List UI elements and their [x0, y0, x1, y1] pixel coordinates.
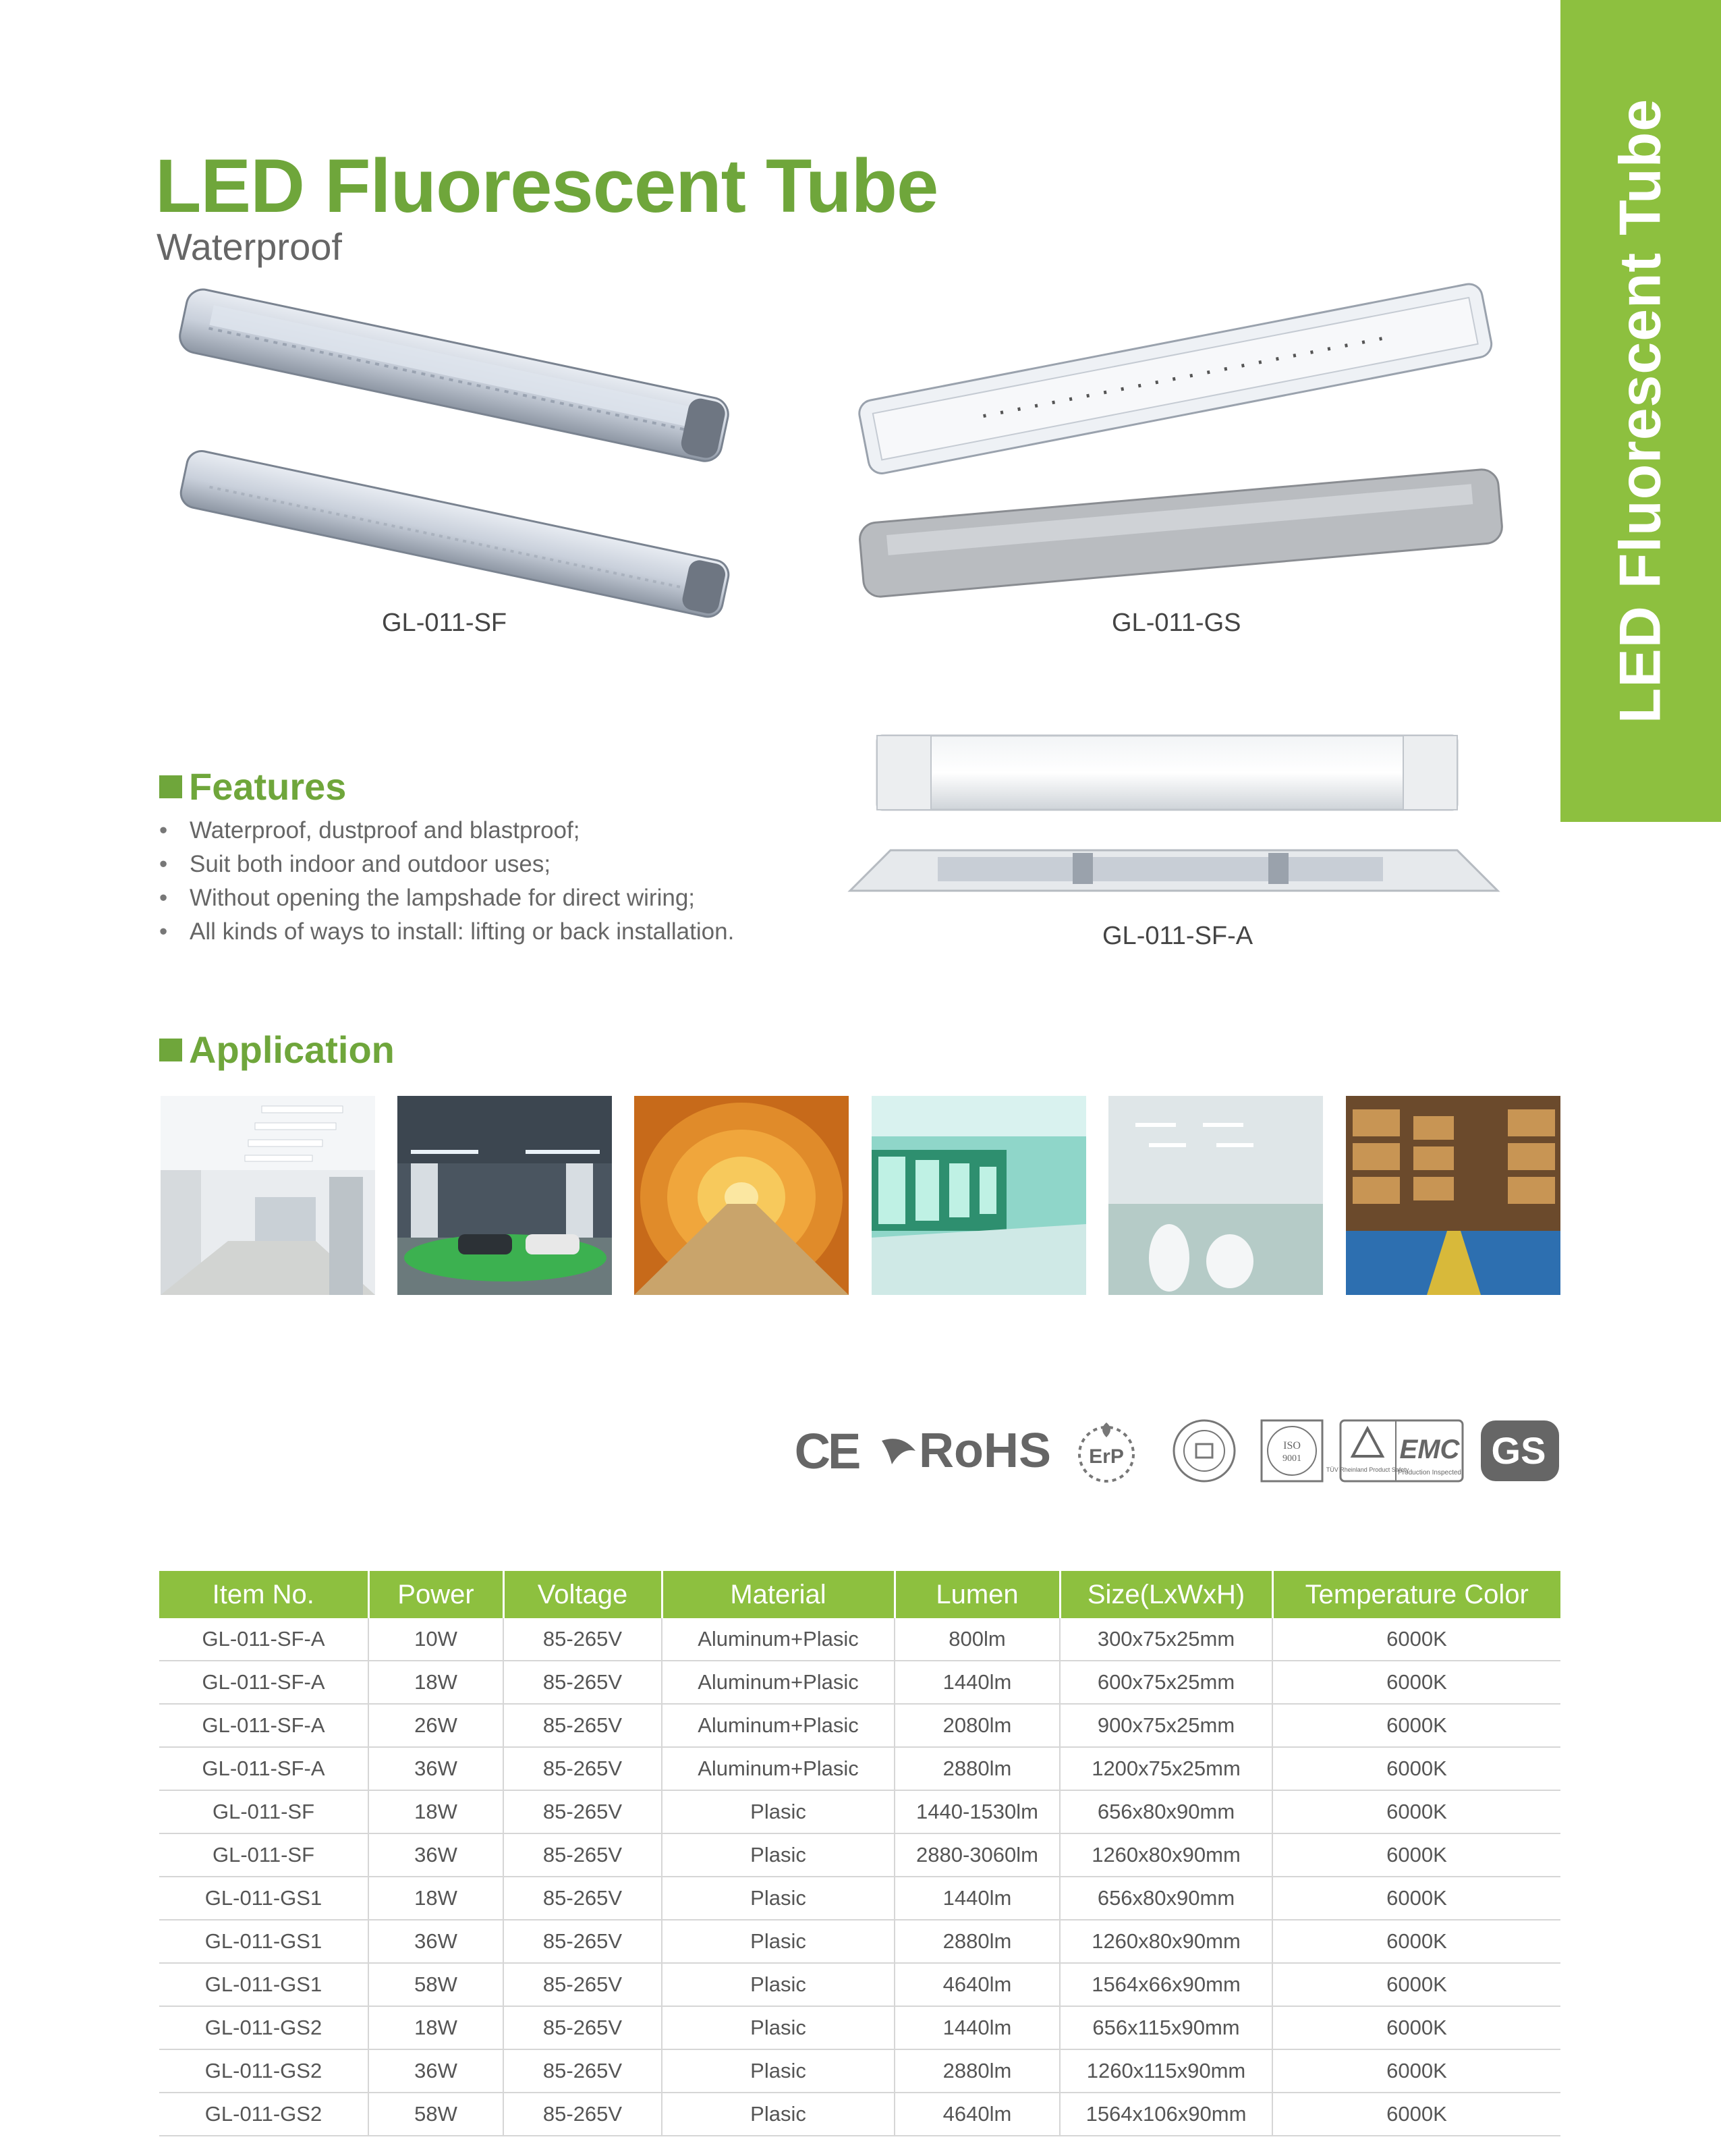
cell-material: Plasic	[662, 2006, 895, 2049]
table-header-row	[159, 1571, 1560, 1618]
application-image-parking	[397, 1096, 612, 1295]
cell-size: 1260x115x90mm	[1060, 2049, 1272, 2093]
cell-voltage: 85-265V	[503, 1790, 662, 1833]
table-row	[159, 1618, 1560, 1661]
cell-material: Aluminum+Plasic	[662, 1618, 895, 1661]
column-header-power: Power	[368, 1571, 503, 1618]
table-row	[159, 1963, 1560, 2006]
column-header-voltage: Voltage	[503, 1571, 662, 1618]
cell-material: Plasic	[662, 1877, 895, 1920]
feature-item: • Suit both indoor and outdoor uses;	[159, 848, 734, 881]
page-title: LED Fluorescent Tube	[155, 144, 938, 228]
side-tab-label: LED Fluorescent Tube	[1608, 98, 1673, 724]
svg-text:GS: GS	[1491, 1429, 1546, 1472]
cell-power: 36W	[368, 1747, 503, 1790]
spec-table	[159, 1571, 1560, 2136]
product-image-gl-011-sf	[159, 317, 753, 641]
svg-text:ISO: ISO	[1283, 1440, 1301, 1452]
iso-9001-icon	[1258, 1417, 1326, 1485]
cell-power: 58W	[368, 2093, 503, 2136]
features-heading-label: Features	[189, 765, 347, 808]
cell-power: 36W	[368, 1833, 503, 1877]
svg-text:Production Inspected: Production Inspected	[1398, 1469, 1461, 1476]
cell-temperature-color: 6000K	[1272, 1790, 1560, 1833]
cell-power: 18W	[368, 1661, 503, 1704]
cell-material: Plasic	[662, 1833, 895, 1877]
cell-lumen: 2880lm	[895, 1747, 1060, 1790]
svg-text:TÜV Rheinland Product Safety: TÜV Rheinland Product Safety	[1326, 1466, 1409, 1473]
cell-power: 26W	[368, 1704, 503, 1747]
square-bullet-icon	[159, 1039, 182, 1061]
table-row	[159, 1747, 1560, 1790]
cell-temperature-color: 6000K	[1272, 1661, 1560, 1704]
cell-size: 1260x80x90mm	[1060, 1920, 1272, 1963]
table-row	[159, 1704, 1560, 1747]
application-image-tunnel	[634, 1096, 849, 1295]
cell-temperature-color: 6000K	[1272, 1833, 1560, 1877]
cell-voltage: 85-265V	[503, 1661, 662, 1704]
quality-seal-icon	[1167, 1417, 1241, 1485]
cell-lumen: 2080lm	[895, 1704, 1060, 1747]
cell-temperature-color: 6000K	[1272, 1618, 1560, 1661]
application-heading-label: Application	[189, 1028, 395, 1071]
cell-material: Aluminum+Plasic	[662, 1661, 895, 1704]
cell-power: 58W	[368, 1963, 503, 2006]
application-image-subway	[872, 1096, 1086, 1295]
cell-temperature-color: 6000K	[1272, 2006, 1560, 2049]
cell-size: 656x80x90mm	[1060, 1877, 1272, 1920]
cell-item-no: GL-011-GS2	[159, 2093, 368, 2136]
cell-material: Plasic	[662, 2049, 895, 2093]
cell-item-no: GL-011-SF	[159, 1790, 368, 1833]
cell-voltage: 85-265V	[503, 1963, 662, 2006]
erp-mark-icon	[1069, 1417, 1144, 1485]
cell-size: 1564x66x90mm	[1060, 1963, 1272, 2006]
table-row	[159, 1833, 1560, 1877]
product-label-gl-011-sf-a: GL-011-SF-A	[1102, 922, 1253, 950]
features-heading	[159, 765, 347, 808]
cell-size: 600x75x25mm	[1060, 1661, 1272, 1704]
table-row	[159, 1920, 1560, 1963]
cell-voltage: 85-265V	[503, 1920, 662, 1963]
cell-size: 1200x75x25mm	[1060, 1747, 1272, 1790]
cell-size: 300x75x25mm	[1060, 1618, 1272, 1661]
cell-power: 18W	[368, 2006, 503, 2049]
cell-item-no: GL-011-SF-A	[159, 1618, 368, 1661]
column-header-item-no: Item No.	[159, 1571, 368, 1618]
table-row	[159, 2049, 1560, 2093]
cell-item-no: GL-011-SF-A	[159, 1704, 368, 1747]
column-header-temperature-color: Temperature Color	[1272, 1571, 1560, 1618]
ce-mark-icon: CE	[794, 1422, 859, 1479]
cell-lumen: 1440lm	[895, 1877, 1060, 1920]
cell-material: Plasic	[662, 1790, 895, 1833]
cell-material: Plasic	[662, 1920, 895, 1963]
cell-temperature-color: 6000K	[1272, 1963, 1560, 2006]
application-heading	[159, 1028, 395, 1071]
cell-power: 18W	[368, 1877, 503, 1920]
column-header-size: Size(LxWxH)	[1060, 1571, 1272, 1618]
cell-size: 900x75x25mm	[1060, 1704, 1272, 1747]
cell-voltage: 85-265V	[503, 1833, 662, 1877]
cell-lumen: 2880lm	[895, 1920, 1060, 1963]
cell-voltage: 85-265V	[503, 1618, 662, 1661]
cell-voltage: 85-265V	[503, 1877, 662, 1920]
cell-material: Plasic	[662, 2093, 895, 2136]
cell-item-no: GL-011-SF	[159, 1833, 368, 1877]
cell-temperature-color: 6000K	[1272, 1920, 1560, 1963]
product-label-gl-011-gs: GL-011-GS	[1112, 609, 1241, 637]
table-row	[159, 1661, 1560, 1704]
cell-material: Aluminum+Plasic	[662, 1747, 895, 1790]
product-image-gl-011-gs	[847, 294, 1515, 604]
svg-text:ErP: ErP	[1089, 1445, 1124, 1468]
cell-lumen: 1440lm	[895, 2006, 1060, 2049]
feature-item: • All kinds of ways to install: lifting or back installation.	[159, 915, 734, 949]
cell-item-no: GL-011-GS1	[159, 1877, 368, 1920]
svg-text:EMC: EMC	[1399, 1435, 1460, 1464]
features-list	[159, 814, 734, 949]
application-image-hospital	[161, 1096, 375, 1295]
cell-temperature-color: 6000K	[1272, 1747, 1560, 1790]
table-row	[159, 1790, 1560, 1833]
square-bullet-icon	[159, 775, 182, 798]
cell-temperature-color: 6000K	[1272, 1704, 1560, 1747]
cell-material: Aluminum+Plasic	[662, 1704, 895, 1747]
svg-text:9001: 9001	[1282, 1454, 1301, 1464]
cell-power: 10W	[368, 1618, 503, 1661]
cell-item-no: GL-011-GS1	[159, 1920, 368, 1963]
tuv-emc-icon	[1326, 1417, 1464, 1485]
application-image-warehouse	[1346, 1096, 1560, 1295]
cell-voltage: 85-265V	[503, 1747, 662, 1790]
table-row	[159, 1877, 1560, 1920]
cell-temperature-color: 6000K	[1272, 2049, 1560, 2093]
gs-mark-icon	[1479, 1417, 1560, 1485]
rohs-mark-icon: RoHS	[874, 1417, 1056, 1485]
product-label-gl-011-sf: GL-011-SF	[382, 609, 507, 637]
cell-item-no: GL-011-SF-A	[159, 1661, 368, 1704]
application-image-cleanroom	[1108, 1096, 1323, 1295]
cell-size: 656x115x90mm	[1060, 2006, 1272, 2049]
cell-lumen: 2880lm	[895, 2049, 1060, 2093]
cell-temperature-color: 6000K	[1272, 1877, 1560, 1920]
table-row	[159, 2006, 1560, 2049]
feature-item: • Without opening the lampshade for direct wiring;	[159, 881, 734, 915]
cell-lumen: 4640lm	[895, 1963, 1060, 2006]
cell-power: 36W	[368, 2049, 503, 2093]
cell-item-no: GL-011-GS2	[159, 2006, 368, 2049]
cell-item-no: GL-011-GS2	[159, 2049, 368, 2093]
cell-lumen: 4640lm	[895, 2093, 1060, 2136]
cell-voltage: 85-265V	[503, 1704, 662, 1747]
page-subtitle: Waterproof	[157, 225, 342, 268]
cell-lumen: 2880-3060lm	[895, 1833, 1060, 1877]
side-tab	[1560, 0, 1721, 822]
cell-temperature-color: 6000K	[1272, 2093, 1560, 2136]
product-image-gl-011-sf-a	[850, 729, 1498, 911]
cell-power: 18W	[368, 1790, 503, 1833]
cell-size: 1260x80x90mm	[1060, 1833, 1272, 1877]
cell-lumen: 1440lm	[895, 1661, 1060, 1704]
cell-voltage: 85-265V	[503, 2006, 662, 2049]
cell-voltage: 85-265V	[503, 2049, 662, 2093]
cell-size: 656x80x90mm	[1060, 1790, 1272, 1833]
table-row	[159, 2093, 1560, 2136]
feature-item: • Waterproof, dustproof and blastproof;	[159, 814, 734, 848]
cell-voltage: 85-265V	[503, 2093, 662, 2136]
cell-lumen: 800lm	[895, 1618, 1060, 1661]
cell-power: 36W	[368, 1920, 503, 1963]
cell-item-no: GL-011-SF-A	[159, 1747, 368, 1790]
cell-material: Plasic	[662, 1963, 895, 2006]
cell-lumen: 1440-1530lm	[895, 1790, 1060, 1833]
cell-item-no: GL-011-GS1	[159, 1963, 368, 2006]
cell-size: 1564x106x90mm	[1060, 2093, 1272, 2136]
column-header-lumen: Lumen	[895, 1571, 1060, 1618]
column-header-material: Material	[662, 1571, 895, 1618]
